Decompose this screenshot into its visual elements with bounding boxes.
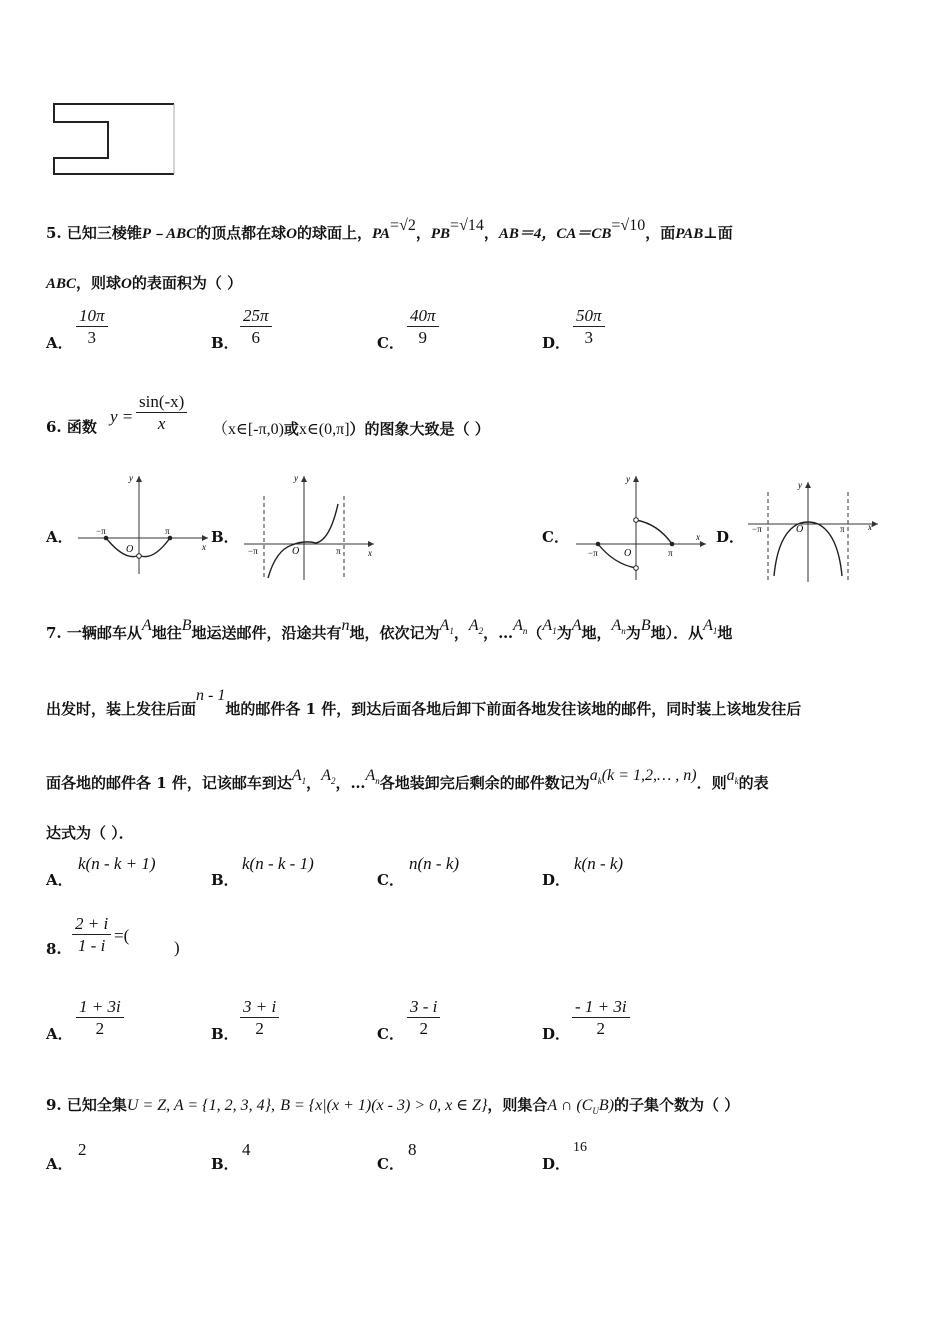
q9-option-b-value: 4 — [242, 1140, 251, 1159]
svg-text:y: y — [294, 473, 298, 483]
svg-text:y: y — [129, 473, 133, 483]
question-7-line4: 达式为（ ）． — [46, 824, 134, 842]
svg-text:O: O — [126, 544, 134, 555]
question-8-number: 8. — [46, 940, 62, 958]
q9-option-a-label[interactable]: A． — [46, 1155, 73, 1173]
q5-option-c-value: $\frac{40\pi}{9}$ — [407, 306, 439, 349]
q8-option-d-value: $\frac{- 1 + 3i}{2}$ — [572, 997, 630, 1040]
svg-text:x: x — [868, 522, 872, 532]
q5-option-d-value: $\frac{50\pi}{3}$ — [573, 306, 605, 349]
q5-option-d-label[interactable]: D． — [542, 334, 571, 352]
q9-option-a-value: 2 — [78, 1140, 87, 1159]
question-5-line2: ABC，则球O的表面积为（ ） — [46, 274, 243, 292]
q9-option-c-value: 8 — [408, 1140, 417, 1159]
q8-fraction: $\frac{2 + i}{1 - i}$ — [72, 914, 111, 957]
svg-text:−π: −π — [588, 548, 598, 558]
q8-option-a-value: $\frac{1 + 3i}{2}$ — [76, 997, 124, 1040]
q6-option-a-label[interactable]: A． — [46, 528, 73, 546]
question-number: 5. — [46, 224, 62, 242]
q9-option-c-label[interactable]: C． — [377, 1155, 404, 1173]
question-5-line1: 5. 已知三棱锥P﹣ABC的顶点都在球O的球面上，PA=√2，PB=√14，AB＝4，CA＝CB=√10，面PAB⊥面 — [46, 217, 733, 242]
q7-option-b-value: k(n - k - 1) — [242, 854, 314, 873]
svg-text:y: y — [798, 480, 802, 490]
q7-option-b-label[interactable]: B． — [211, 871, 239, 889]
svg-text:π: π — [840, 524, 845, 534]
svg-text:π: π — [336, 546, 341, 556]
q6-graph-b[interactable] — [240, 470, 380, 582]
svg-text:π: π — [668, 548, 673, 558]
q8-option-c-value: $\frac{3 - i}{2}$ — [407, 997, 440, 1040]
svg-text:−π: −π — [96, 526, 106, 536]
q7-option-c-value: n(n - k) — [409, 854, 460, 873]
q5-option-b-label[interactable]: B． — [211, 334, 239, 352]
q6-domain: （x∈[-π,0)或x∈(0,π]）的图象大致是（ ） — [212, 420, 490, 438]
question-7-line3: 面各地的邮件各 1 件，记该邮车到达$A_1$，$A_2$，$\dots A_n$各地装卸完后剩余的邮件数记为$a_k(k$ = 1,2,… , n)．则$a_k$的表 — [46, 767, 769, 792]
q5-option-a-value: $\frac{10\pi}{3}$ — [76, 306, 108, 349]
question-7-line2: 出发时，装上发往后面n - 1地的邮件各 1 件，到达后面各地后卸下前面各地发往该地的邮件，同时装上该地发往后 — [46, 687, 802, 718]
q6-graph-d[interactable] — [744, 478, 884, 586]
figure-outline — [54, 104, 174, 174]
question-6-line: 6. 函数 — [46, 418, 97, 436]
q6-option-d-label[interactable]: D． — [716, 528, 745, 546]
top-figure — [48, 100, 183, 180]
q8-option-c-label[interactable]: C． — [377, 1025, 404, 1043]
q6-graph-a[interactable] — [74, 470, 214, 580]
q5-option-a-label[interactable]: A． — [46, 334, 73, 352]
q7-option-c-label[interactable]: C． — [377, 871, 404, 889]
q9-option-b-label[interactable]: B． — [211, 1155, 239, 1173]
question-number: 9. — [46, 1096, 62, 1114]
svg-text:O: O — [292, 546, 300, 557]
q5-option-b-value: $\frac{25\pi}{6}$ — [240, 306, 272, 349]
svg-text:−π: −π — [752, 524, 762, 534]
q7-option-d-label[interactable]: D． — [542, 871, 571, 889]
svg-text:−π: −π — [248, 546, 258, 556]
svg-text:x: x — [696, 532, 700, 542]
question-number: 6. — [46, 418, 62, 436]
q8-close-paren: ) — [174, 938, 180, 957]
svg-text:O: O — [796, 524, 804, 535]
q6-option-c-label[interactable]: C． — [542, 528, 569, 546]
q8-option-b-value: $\frac{3 + i}{2}$ — [240, 997, 279, 1040]
svg-text:π: π — [165, 526, 170, 536]
svg-text:x: x — [202, 542, 206, 552]
q7-option-a-label[interactable]: A． — [46, 871, 73, 889]
q6-option-b-label[interactable]: B． — [211, 528, 239, 546]
q5-option-c-label[interactable]: C． — [377, 334, 404, 352]
question-number: 7. — [46, 624, 62, 642]
question-7-line1: 7. 一辆邮车从A地往B地运送邮件，沿途共有n地，依次记为$A_1$，$A_2$，$\dots A_n(A_1$为A地，$A_n$为B地）．从$A_1$地 — [46, 617, 733, 642]
q8-option-d-label[interactable]: D． — [542, 1025, 571, 1043]
svg-text:O: O — [624, 548, 632, 559]
question-9-line: 9. 已知全集U = Z, A = {1, 2, 3, 4}, B = {x|(x + 1)(x - 3) > 0, x ∈ Z}，则集合A ∩ $(C_UB)$的子集个数为（ ） — [46, 1096, 740, 1117]
q7-option-d-value: k(n - k) — [574, 854, 624, 873]
svg-text:x: x — [368, 548, 372, 558]
q6-function: $\frac{\sin(-x)}{x}$ — [136, 392, 187, 435]
svg-text:y: y — [626, 474, 630, 484]
q8-option-a-label[interactable]: A． — [46, 1025, 73, 1043]
q9-option-d-value: 16 — [573, 1140, 587, 1155]
q9-option-d-label[interactable]: D． — [542, 1155, 571, 1173]
q8-equals: =( — [114, 926, 130, 945]
q7-option-a-value: k(n - k + 1) — [78, 854, 156, 873]
q6-y-eq: y = — [110, 407, 134, 426]
q8-option-b-label[interactable]: B． — [211, 1025, 239, 1043]
q6-graph-c[interactable] — [572, 470, 712, 582]
